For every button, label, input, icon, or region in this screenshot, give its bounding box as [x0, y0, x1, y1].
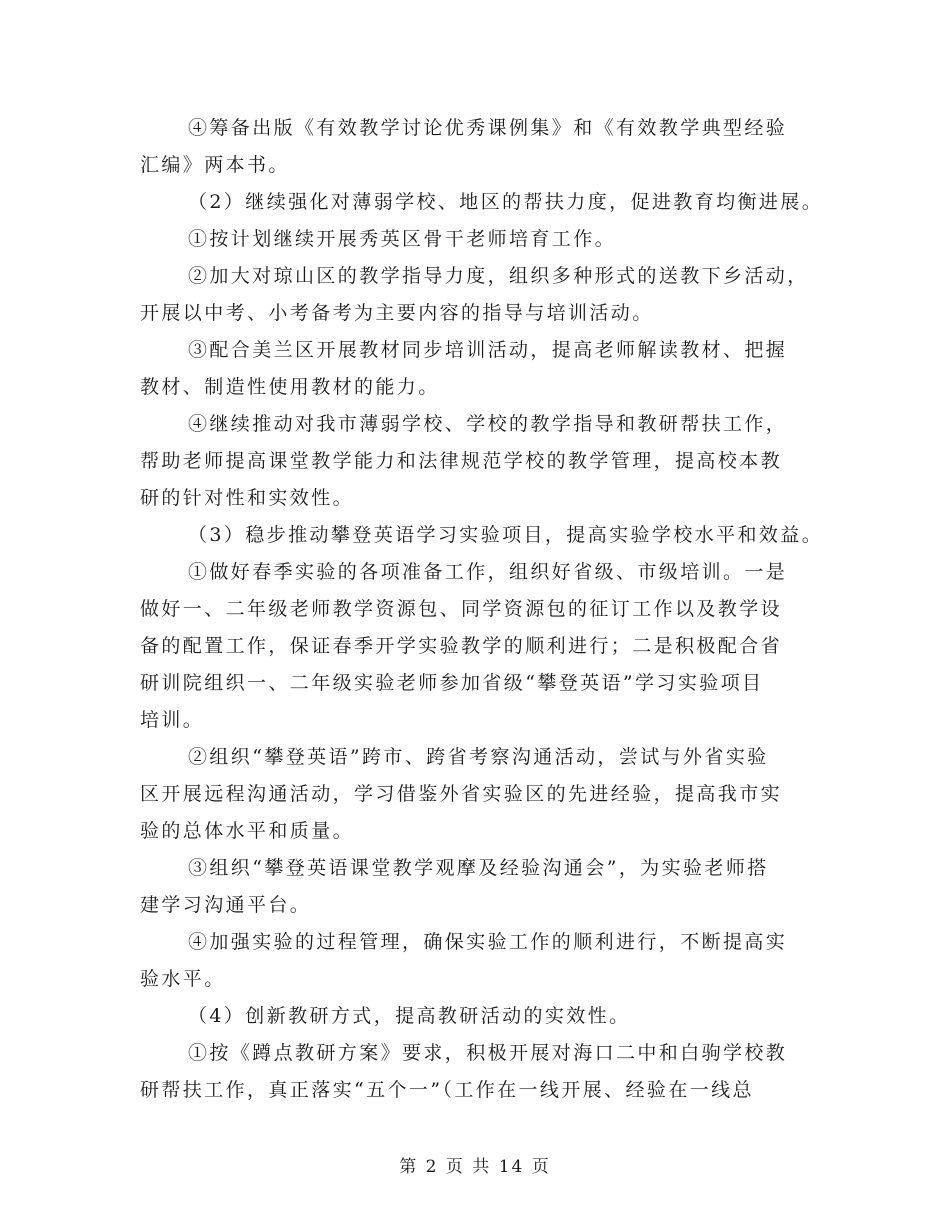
- text-line: 研帮扶工作，真正落实“五个一”（工作在一线开展、经验在一线总: [140, 1079, 754, 1101]
- text-line: ①做好春季实验的各项准备工作，组织好省级、市级培训。一是: [188, 561, 788, 583]
- text-line: 开展以中考、小考备考为主要内容的指导与培训活动。: [140, 302, 654, 324]
- text-line: 研训院组织一、二年级实验老师参加省级“攀登英语”学习实验项目: [140, 672, 764, 694]
- text-line: 备的配置工作，保证春季开学实验教学的顺利进行；二是积极配合省: [140, 635, 783, 657]
- text-line: 培训。: [140, 709, 205, 731]
- text-line: ①按《蹲点教研方案》要求，积极开展对海口二中和白驹学校教: [188, 1042, 788, 1064]
- text-line: ③组织“攀登英语课堂教学观摩及经验沟通会”，为实验老师搭: [188, 857, 769, 879]
- text-line: 教材、制造性使用教材的能力。: [140, 376, 440, 398]
- text-line: 区开展远程沟通活动，学习借鉴外省实验区的先进经验，提高我市实: [140, 783, 783, 805]
- text-line: ①按计划继续开展秀英区骨干老师培育工作。: [188, 228, 617, 250]
- text-line: 验的总体水平和质量。: [140, 820, 355, 842]
- text-line: 建学习沟通平台。: [140, 894, 312, 916]
- page-number-footer: 第 2 页 共 14 页: [399, 1157, 551, 1177]
- text-line: ②组织“攀登英语”跨市、跨省考察沟通活动，尝试与外省实验: [188, 746, 769, 768]
- text-line: ④筹备出版《有效教学讨论优秀课例集》和《有效教学典型经验: [188, 117, 788, 139]
- text-line: ④加强实验的过程管理，确保实验工作的顺利进行，不断提高实: [188, 931, 788, 953]
- text-line: ④继续推动对我市薄弱学校、学校的教学指导和教研帮扶工作，: [188, 413, 788, 435]
- text-line: 做好一、二年级老师教学资源包、同学资源包的征订工作以及教学设: [140, 598, 783, 620]
- text-line: ②加大对琼山区的教学指导力度，组织多种形式的送教下乡活动，: [188, 265, 809, 287]
- text-line: 帮助老师提高课堂教学能力和法律规范学校的教学管理，提高校本教: [140, 450, 783, 472]
- section-heading: （3）稳步推动攀登英语学习实验项目，提高实验学校水平和效益。: [188, 524, 824, 546]
- text-line: 汇编》两本书。: [140, 154, 290, 176]
- section-heading: （4）创新教研方式，提高教研活动的实效性。: [188, 1005, 631, 1027]
- text-line: 研的针对性和实效性。: [140, 487, 355, 509]
- text-line: 验水平。: [140, 968, 226, 990]
- section-heading: （2）继续强化对薄弱学校、地区的帮扶力度，促进教育均衡进展。: [188, 191, 824, 213]
- text-line: ③配合美兰区开展教材同步培训活动，提高老师解读教材、把握: [188, 339, 788, 361]
